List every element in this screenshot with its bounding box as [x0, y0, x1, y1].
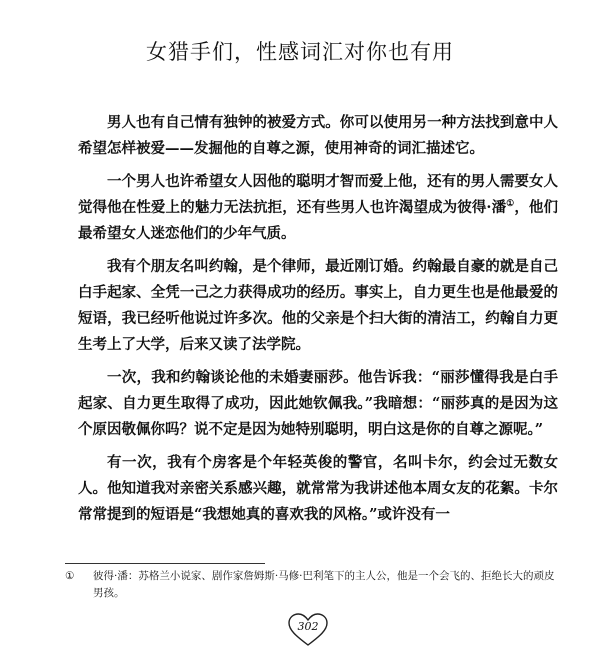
paragraph-text: 一个男人也许希望女人因他的聪明才智而爱上他，还有的男人需要女人觉得他在性爱上的魅力无法抗拒，还有些男人也许渴望成为彼得·潘 [78, 173, 558, 216]
paragraph-5 [78, 450, 558, 528]
paragraph-text: 有一次，我有个房客是个年轻英俊的警官，名叫卡尔，约会过无数女人。他知道我对亲密关系感兴趣，就常常为我讲述他本周女友的花絮。卡尔常常提到的短语是“我想她真的喜欢我的风格。”或许没有一 [78, 454, 558, 523]
page-number: 302 [297, 620, 319, 633]
page-number-badge [286, 612, 330, 648]
footnote-marker: ① [65, 570, 75, 582]
body-text [78, 110, 558, 535]
paragraph-text: 我有个朋友名叫约翰，是个律师，最近刚订婚。约翰最自豪的就是自己白手起家、全凭一己之力获得成功的经历。事实上，自力更生也是他最爱的短语，我已经听他说过许多次。他的父亲是个扫大街的清洁工，约翰自力更生考上了大学，后来又读了法学院。 [78, 258, 558, 353]
footnote-reference[interactable]: ① [506, 199, 515, 210]
page-title: 女猎手们，性感词汇对你也有用 [146, 40, 454, 64]
paragraph-3 [78, 254, 558, 358]
paragraph-text: 男人也有自己情有独钟的被爱方式。你可以使用另一种方法找到意中人希望怎样被爱——发掘他的自尊之源，使用神奇的词汇描述它。 [78, 114, 558, 157]
footnote [65, 568, 560, 602]
paragraph-text: 一次，我和约翰谈论他的未婚妻丽莎。他告诉我：“丽莎懂得我是白手起家、自力更生取得了成功，因此她钦佩我。”我暗想：“丽莎真的是因为这个原因敬佩你吗？说不定是因为她特别聪明，明白这是你的自尊之源呢。” [78, 369, 558, 438]
paragraph-text: ，他们最希望女人迷恋他们的少年气质。 [78, 199, 559, 242]
footnote-divider [65, 563, 265, 564]
paragraph-2 [78, 169, 558, 247]
footnote-text: 彼得·潘：苏格兰小说家、剧作家詹姆斯·马修·巴利笔下的主人公，他是一个会飞的、拒绝长大的顽皮男孩。 [93, 570, 555, 599]
paragraph-1 [78, 110, 558, 162]
paragraph-4 [78, 365, 558, 443]
